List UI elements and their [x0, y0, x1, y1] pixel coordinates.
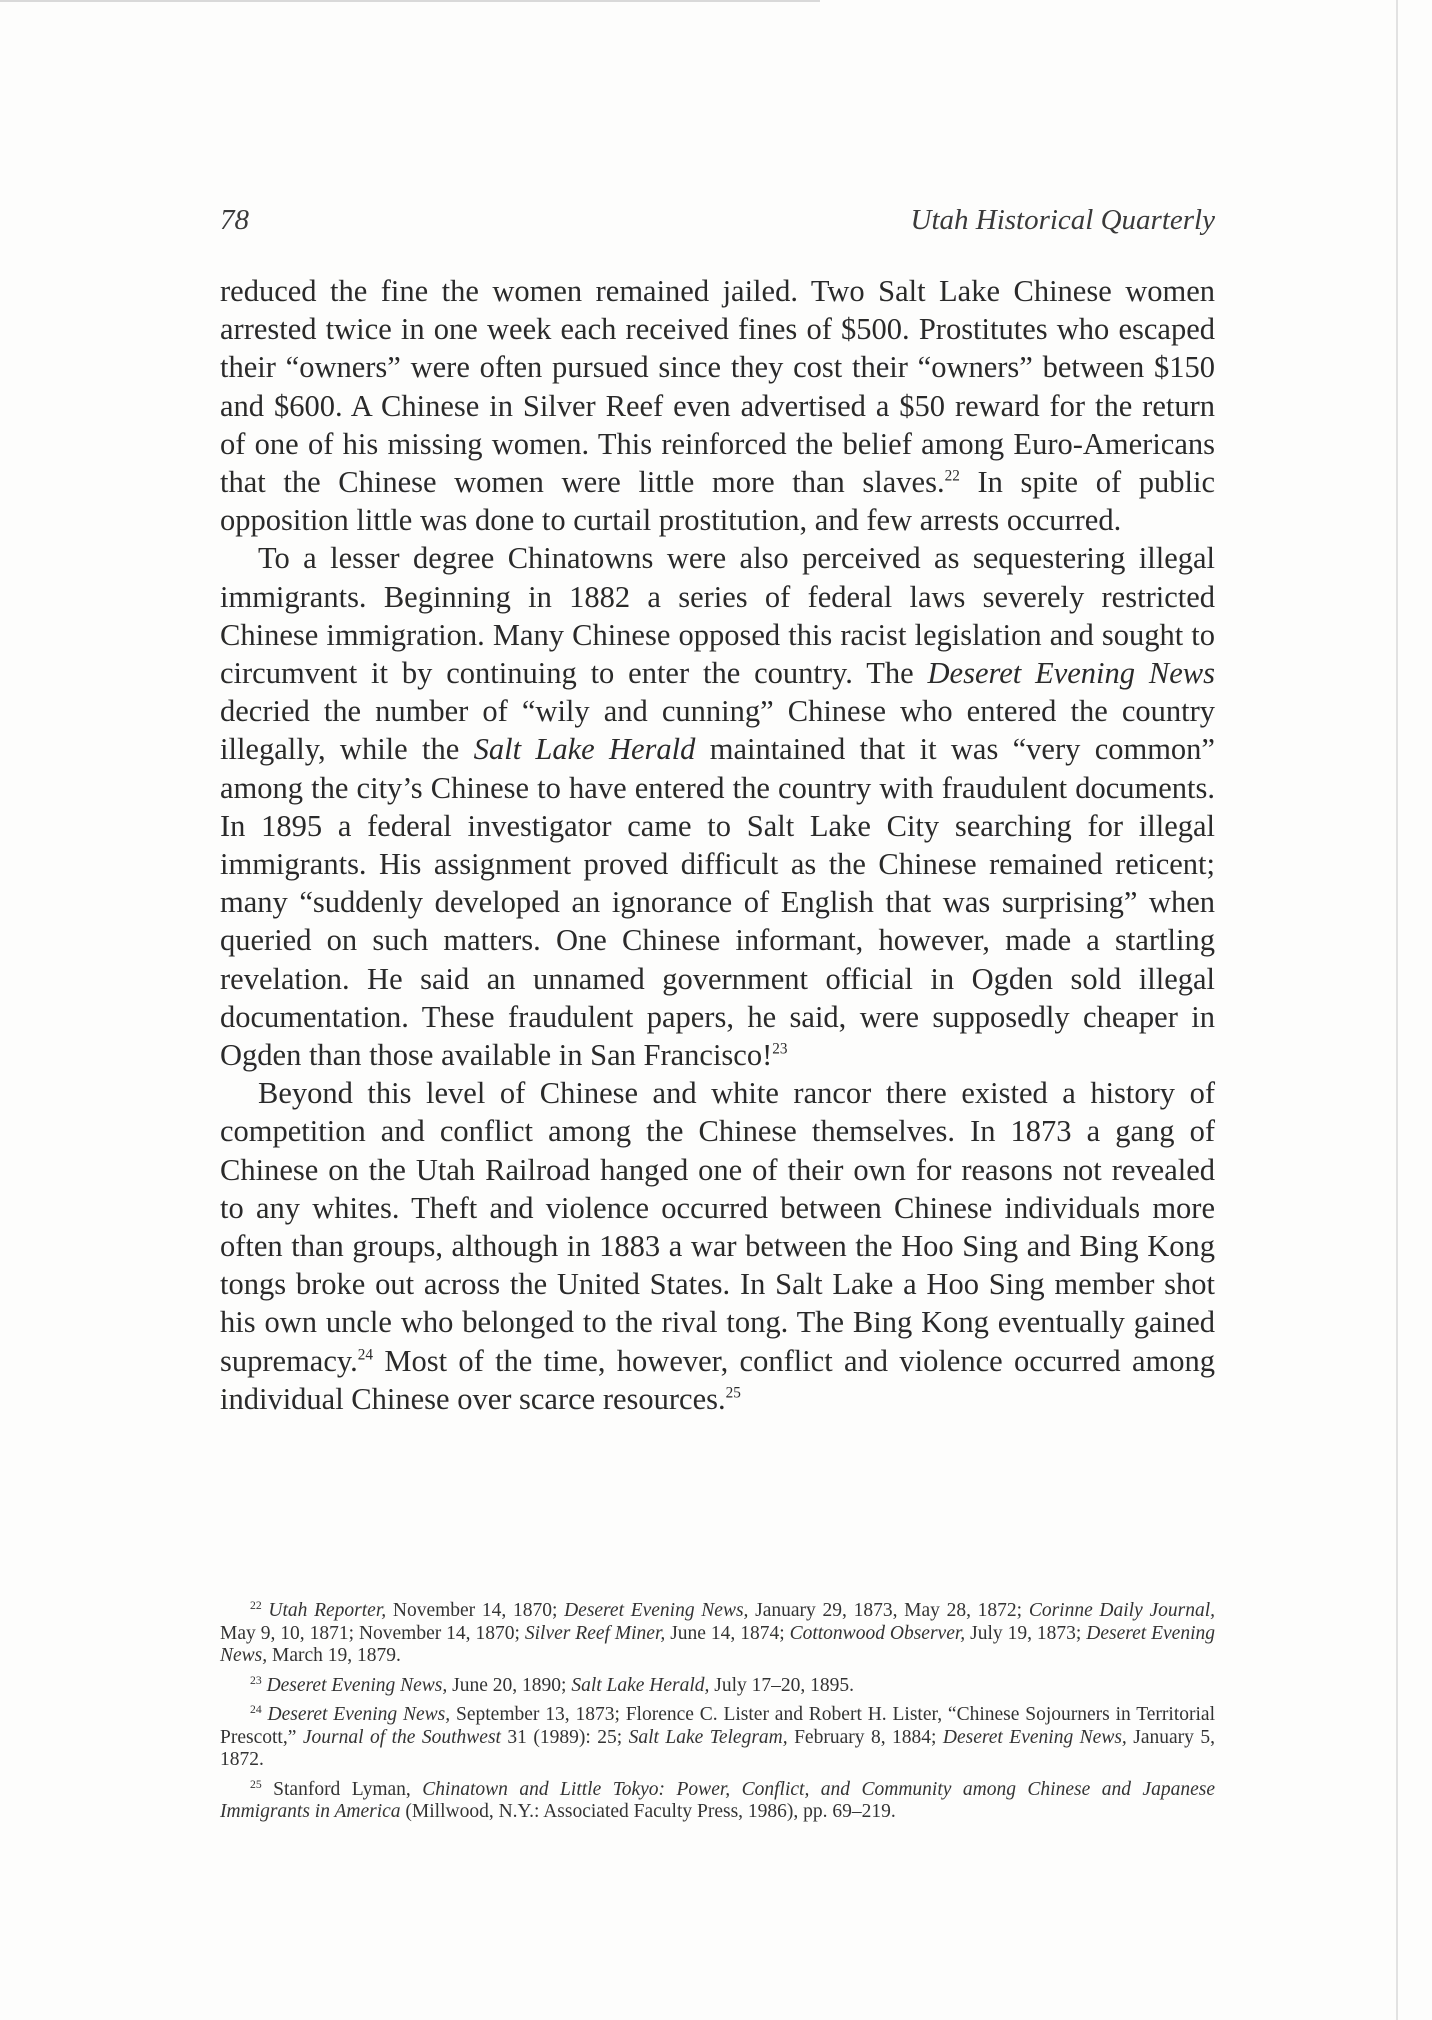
- scan-edge-right: [1396, 0, 1398, 2020]
- cited-title: Deseret Evening News,: [942, 1726, 1127, 1748]
- footnote-number: 22: [250, 1598, 262, 1612]
- body-text: [220, 272, 1215, 1418]
- publication-title: Deseret Evening News: [927, 656, 1215, 691]
- paragraph-1: [220, 272, 1215, 539]
- citation-text: Stanford Lyman,: [261, 1778, 423, 1800]
- cited-title: Salt Lake Telegram,: [628, 1726, 788, 1748]
- citation-text: March 19, 1879.: [267, 1645, 401, 1666]
- footnote-23: [220, 1675, 1215, 1698]
- footnote-22: [220, 1600, 1215, 1668]
- footnote-number: 24: [250, 1702, 262, 1716]
- text-run: To a lesser degree Chinatowns were also perceived as sequestering illegal immigrants. Beginning in 1882 a series of federal laws severely restricted Chinese immigration. Many Chinese opposed this racist legislation and sought to circumvent it by continuing to enter the country. The: [220, 541, 1215, 691]
- footnote-ref-25: 25: [725, 1384, 741, 1402]
- cited-title: Chinatown and Little Tokyo: Power, Conflict, and Community among Chinese and Japanese Immigrants in America: [220, 1778, 1215, 1822]
- citation-text: January 5, 1872.: [220, 1726, 1215, 1770]
- footnote-ref-22: 22: [944, 467, 960, 485]
- footnote-ref-24: 24: [357, 1346, 374, 1364]
- paragraph-2: [220, 539, 1215, 1074]
- page-number: 78: [220, 204, 249, 236]
- cited-title: Salt Lake Herald,: [571, 1674, 710, 1696]
- citation-text: (Millwood, N.Y.: Associated Faculty Press, 1986), pp. 69–219.: [400, 1801, 896, 1822]
- citation-text: June 14, 1874;: [665, 1622, 790, 1644]
- text-run: Most of the time, however, conflict and violence occurred among individual Chinese over scarce resources.: [220, 1343, 1215, 1416]
- cited-title: Silver Reef Miner,: [524, 1622, 666, 1644]
- paragraph-3: [220, 1074, 1215, 1418]
- footnote-ref-23: 23: [772, 1040, 788, 1058]
- cited-title: Utah Reporter,: [268, 1600, 387, 1621]
- journal-title: Utah Historical Quarterly: [910, 204, 1215, 236]
- cited-title: Deseret Evening News,: [266, 1674, 448, 1696]
- cited-title: Deseret Evening News,: [267, 1704, 451, 1725]
- citation-text: May 9, 10, 1871; November 14, 1870;: [220, 1622, 525, 1644]
- text-run: In spite of public opposition little was done to curtail prostitution, and few arrests occurred.: [220, 465, 1215, 538]
- citation-text: July 17–20, 1895.: [709, 1674, 855, 1696]
- citation-text: 31 (1989): 25;: [500, 1726, 629, 1748]
- text-run: reduced the fine the women remained jailed. Two Salt Lake Chinese women arrested twice in one week each received fines of $500. Prostitutes who escaped their “owners” were often pursued since they cost their “owners” between $150 and $600. A Chinese in Silver Reef even advertised a $50 reward for the return of one of his missing women. This reinforced the belief among Euro-Americans that the Chinese women were little more than slaves.: [220, 274, 1215, 500]
- text-run: maintained that it was “very common” among the city’s Chinese to have entered the country with fraudulent documents. In 1895 a federal investigator came to Salt Lake City searching for illegal immigrants. His assignment proved difficult as the Chinese remained reticent; many “suddenly developed an ignorance of English that was surprising” when queried on such matters. One Chinese informant, however, made a startling revelation. He said an unnamed government official in Ogden sold illegal documentation. These fraudulent papers, he said, were supposedly cheaper in Ogden than those available in San Francisco!: [220, 732, 1215, 1073]
- publication-title: Salt Lake Herald: [473, 732, 696, 767]
- cited-title: Corinne Daily Journal,: [1028, 1600, 1216, 1621]
- footnote-25: [220, 1779, 1215, 1824]
- citation-text: November 14, 1870;: [386, 1600, 565, 1621]
- citation-text: June 20, 1890;: [447, 1674, 572, 1696]
- footnote-number: 23: [250, 1673, 262, 1687]
- footnote-number: 25: [250, 1777, 262, 1791]
- footnotes: [220, 1600, 1215, 1831]
- citation-text: February 8, 1884;: [787, 1726, 943, 1748]
- scan-edge-top: [0, 0, 820, 2]
- citation-text: January 29, 1873, May 28, 1872;: [748, 1600, 1029, 1621]
- running-head: [220, 204, 1215, 237]
- footnote-24: [220, 1704, 1215, 1772]
- text-run: decried the number of “wily and cunning” Chinese who entered the country illegally, while the: [220, 694, 1215, 767]
- text-run: Beyond this level of Chinese and white rancor there existed a history of competition and conflict among the Chinese themselves. In 1873 a gang of Chinese on the Utah Railroad hanged one of their own for reasons not revealed to any whites. Theft and violence occurred between Chinese individuals more often than groups, although in 1883 a war between the Hoo Sing and Bing Kong tongs broke out across the United States. In Salt Lake a Hoo Sing member shot his own uncle who belonged to the rival tong. The Bing Kong eventually gained supremacy.: [220, 1076, 1215, 1378]
- citation-text: September 13, 1873; Florence C. Lister and Robert H. Lister, “Chinese Sojourners in Territorial Prescott,”: [220, 1704, 1215, 1748]
- cited-title: Deseret Evening News,: [220, 1622, 1216, 1666]
- cited-title: Deseret Evening News,: [564, 1600, 749, 1621]
- citation-text: July 19, 1873;: [965, 1622, 1087, 1644]
- cited-title: Cottonwood Observer,: [789, 1622, 966, 1644]
- cited-title: Journal of the Southwest: [302, 1726, 501, 1748]
